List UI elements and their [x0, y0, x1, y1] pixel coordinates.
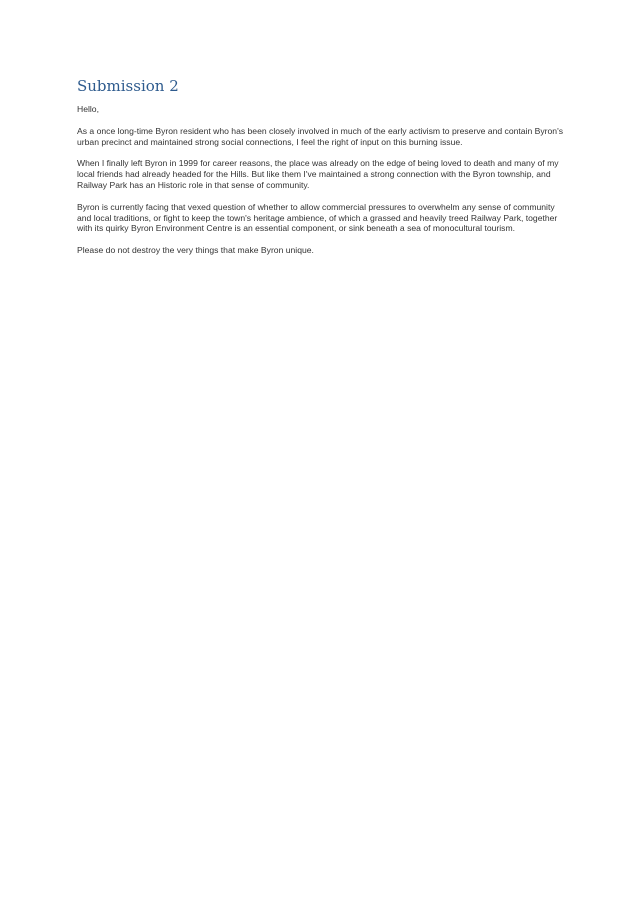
paragraph-3: Byron is currently facing that vexed question of whether to allow commercial pressures to overwhelm any sense of community and local traditions, or fight to keep the town's heritage ambience, of which a grassed and heavily treed Railway Park, together with its quirky Byron Environment Centre is an essential component, or sink beneath a sea of monocultural tourism. — [77, 201, 558, 234]
page-title: Submission 2 — [77, 77, 179, 95]
paragraph-2: When I finally left Byron in 1999 for career reasons, the place was already on the edge of being loved to death and many of my local friends had already headed for the Hills. But like them I've maintained a strong connection with the Byron township, and Railway Park has an Historic role in that sense of community. — [77, 158, 559, 190]
paragraph-4: Please do not destroy the very things that make Byron unique. — [77, 245, 314, 256]
greeting: Hello, — [77, 104, 99, 114]
document-body — [77, 76, 563, 267]
paragraph-1: As a once long-time Byron resident who has been closely involved in much of the early activism to preserve and contain Byron's urban precinct and maintained strong social connections, I feel the right of input on this burning issue. — [77, 125, 564, 147]
